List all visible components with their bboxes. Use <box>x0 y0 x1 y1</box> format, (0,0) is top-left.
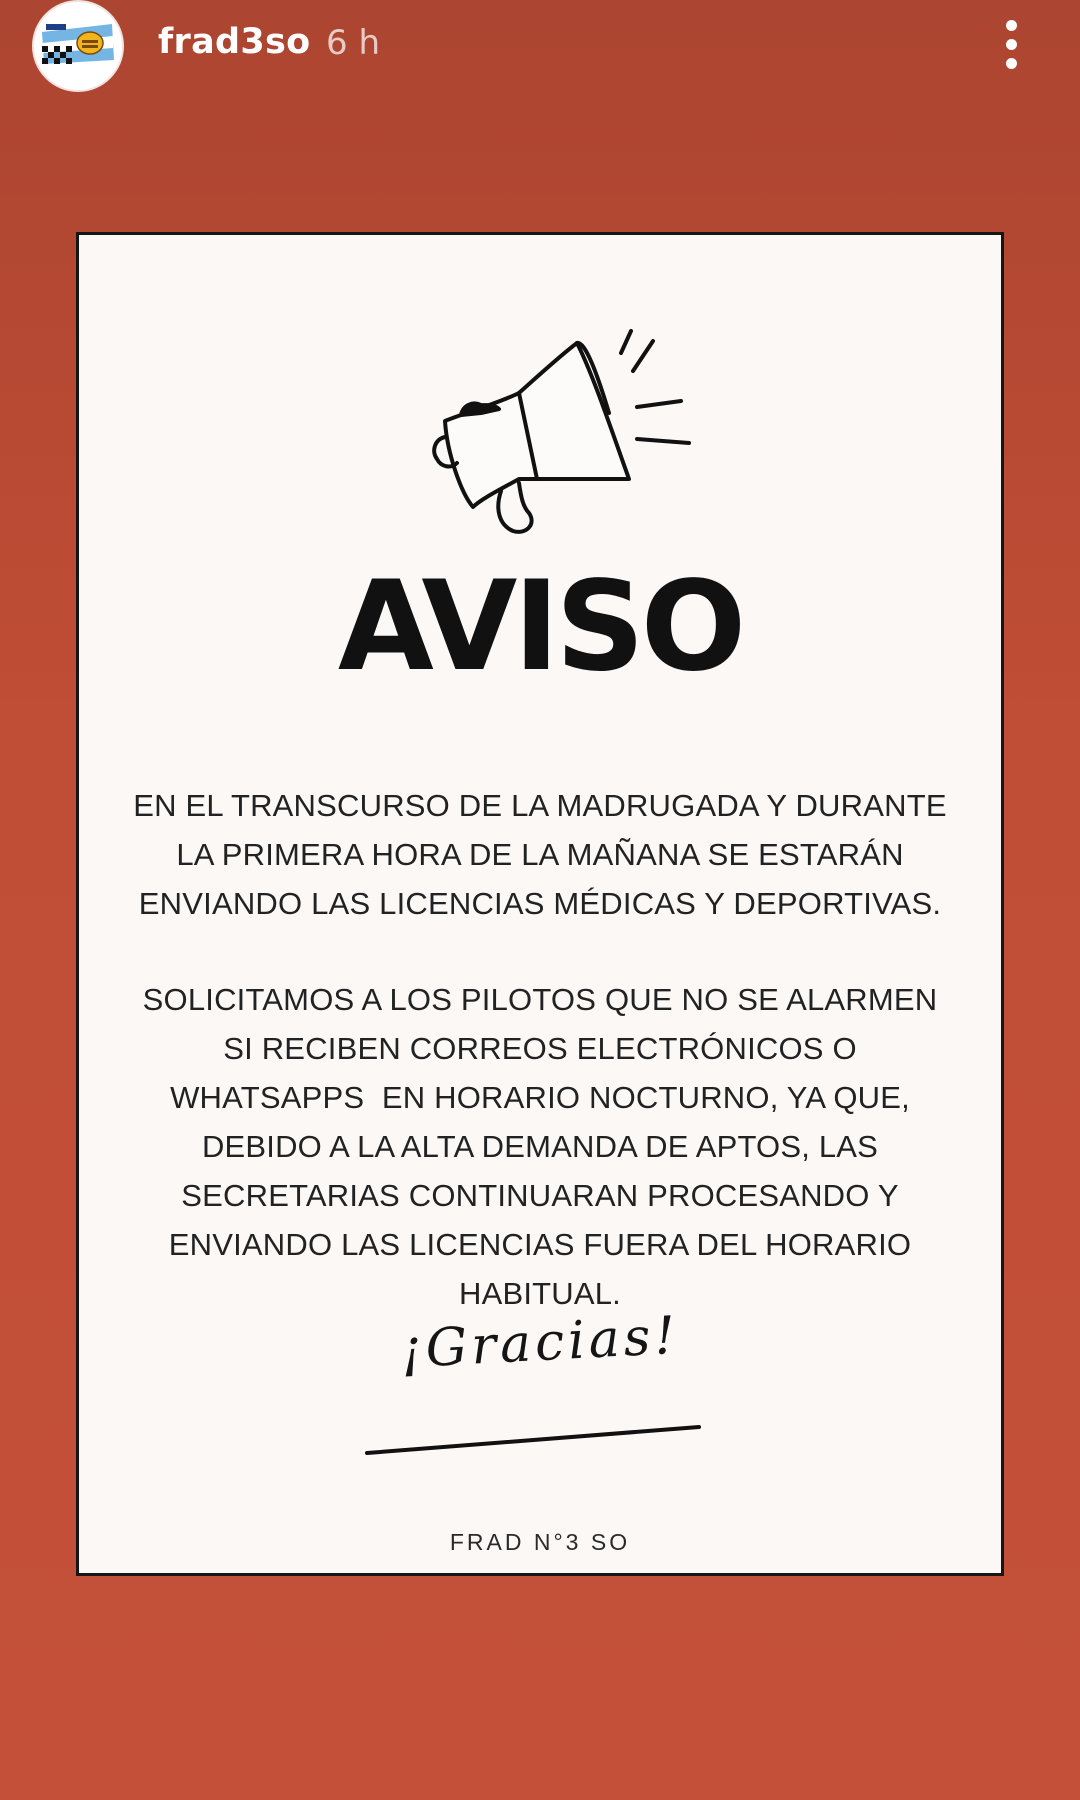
more-options-icon-dot <box>1006 39 1017 50</box>
paragraph-line: SI RECIBEN CORREOS ELECTRÓNICOS O <box>223 1031 857 1066</box>
megaphone-icon <box>389 313 709 553</box>
club-logo-icon[interactable] <box>34 2 122 90</box>
paragraph-line: DEBIDO A LA ALTA DEMANDA DE APTOS, LAS <box>201 1129 879 1164</box>
notice-paragraph-1 <box>99 781 981 928</box>
notice-title: AVISO <box>337 555 743 699</box>
club-logo-graphic <box>34 2 122 90</box>
post-time: 6 h <box>326 23 380 63</box>
paragraph-line: ENVIANDO LAS LICENCIAS MÉDICAS Y DEPORTIVAS. <box>138 886 942 921</box>
paragraph-line: LA PRIMERA HORA DE LA MAÑANA SE ESTARÁN <box>176 837 904 872</box>
signature-underline <box>363 1421 703 1461</box>
notice-paragraph-2 <box>99 975 981 1318</box>
paragraph-line: ENVIANDO LAS LICENCIAS FUERA DEL HORARIO <box>168 1227 912 1262</box>
paragraph-line: SOLICITAMOS A LOS PILOTOS QUE NO SE ALARMEN <box>142 982 938 1017</box>
notice-card <box>76 232 1004 1576</box>
closing-handwriting: ¡Gracias! <box>399 1305 681 1381</box>
more-options-icon <box>1006 20 1017 31</box>
paragraph-line: EN EL TRANSCURSO DE LA MADRUGADA Y DURANTE <box>133 788 947 823</box>
paragraph-line: WHATSAPPS EN HORARIO NOCTURNO, YA QUE, <box>170 1080 910 1115</box>
username[interactable]: frad3so <box>158 22 311 62</box>
paragraph-line: SECRETARIAS CONTINUARAN PROCESANDO Y <box>181 1178 899 1213</box>
more-options-icon-dot <box>1006 58 1017 69</box>
more-options-button[interactable] <box>990 14 1034 74</box>
story-header <box>0 0 1080 110</box>
card-footer: FRAD N°3 SO <box>449 1529 631 1555</box>
paragraph-line: HABITUAL. <box>458 1276 621 1311</box>
